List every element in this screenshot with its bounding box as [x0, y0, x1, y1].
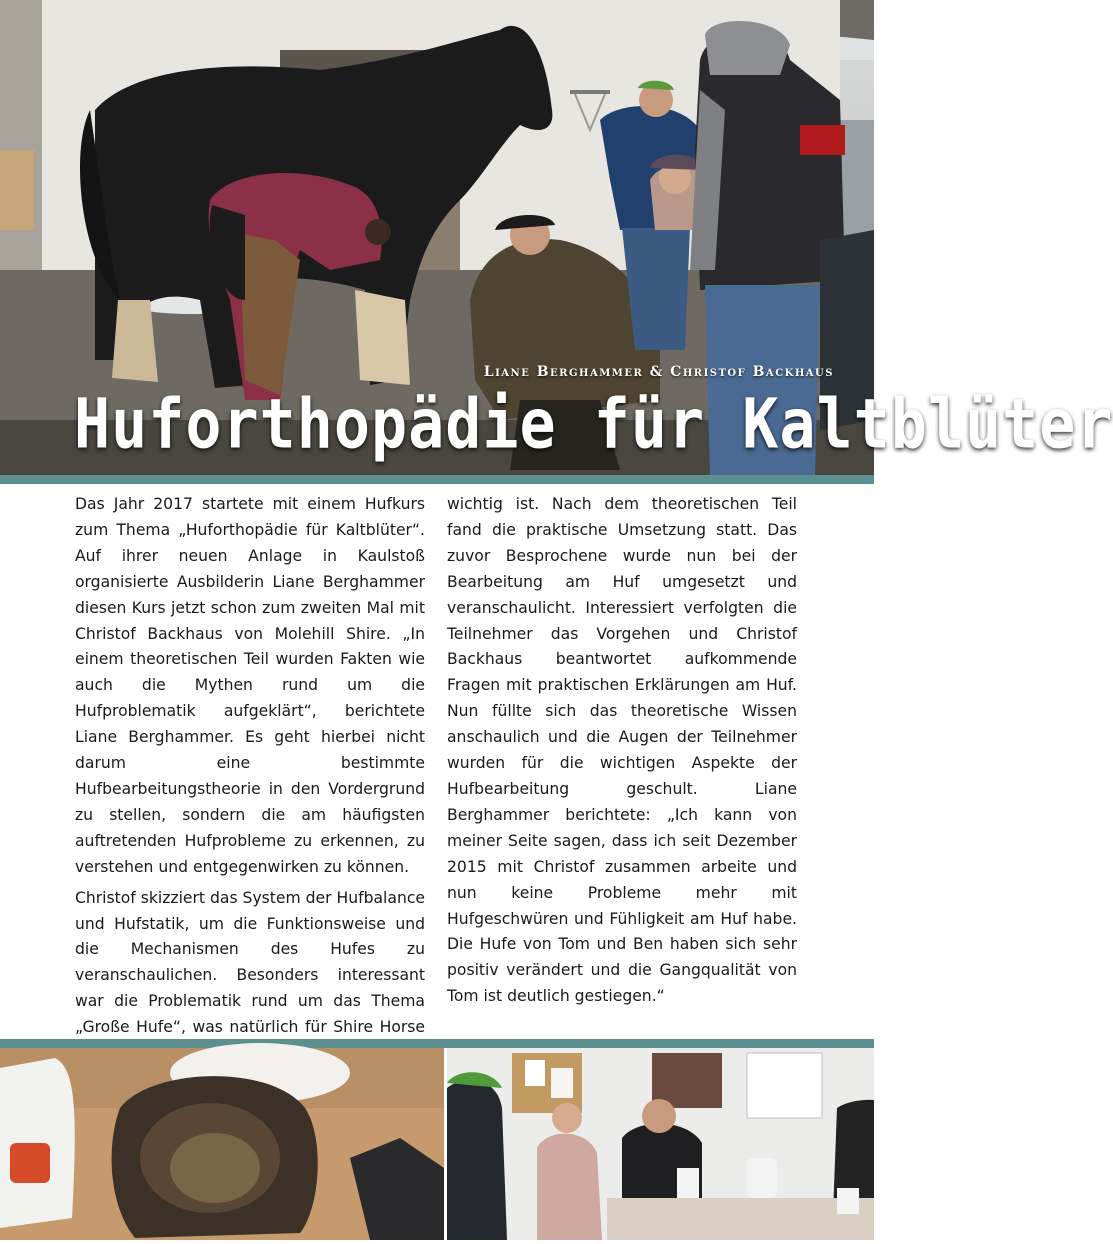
hero-photo: [0, 0, 1113, 475]
paragraph: wichtig ist. Nach dem theoretischen Teil fand die praktische Umsetzung statt. Das zuvor Besprochene wurde nun bei der Bearbeitung am Huf umgesetzt und veranschaulicht. Interessiert verfolgten die Teilnehmer das Vorgehen und Christof Backhaus beantwortet aufkommende Fragen mit praktischen Erklärungen am Huf. Nun füllte sich das theoretische Wissen anschaulich und die Augen der Teilnehmer wurden für die wichtigen Aspekte der Hufbearbeitung geschult. Liane Berghammer berichtete: „Ich kann von meiner Seite sagen, dass ich seit Dezember 2015 mit Christof zusammen arbeite und nun keine Probleme mehr mit Hufgeschwüren und Fühligkeit am Huf habe. Die Hufe von Tom und Ben haben sich sehr positiv verändert und die Gangqualität von Tom ist deutlich gestiegen.“: [447, 495, 797, 1006]
paragraph: Christof skizziert das System der Hufbalance und Hufstatik, um die Funktionsweise und die Mechanismen des Hufes zu veranschaulichen. Besonders interessant war die Problematik rund um das Thema „Große Hufe“, was natürlich für Shire Horse: [75, 888, 425, 1037]
seminar-illustration: [447, 1048, 874, 1240]
top-divider-band: [0, 475, 874, 484]
bottom-divider-band: [0, 1039, 874, 1048]
seminar-photo: [447, 1048, 874, 1240]
article-title: Huforthopädie für Kaltblüter: [74, 384, 1113, 465]
paragraph: Das Jahr 2017 startete mit einem Hufkurs zum Thema „Huforthopädie für Kaltblüter“. Auf ihrer neuen Anlage in Kaulstoß organisierte Ausbilderin Liane Berghammer diesen Kurs jetzt schon zum zweiten Mal mit Christof Backhaus von Molehill Shire. „In einem theoretischen Teil wurden Fakten wie auch die Mythen rund um die Hufproblematik aufgeklärt“, berichtete Liane Berghammer. Es geht hierbei nicht darum eine bestimmte Hufbearbeitungstheorie in den Vordergrund zu stellen, sondern die am häufigsten auftretenden Hufprobleme zu erkennen, zu verstehen und entgegenwirken zu können.: [75, 495, 425, 876]
text-column-left: [75, 492, 425, 1072]
hoof-photo: [0, 1048, 444, 1240]
text-column-right: [447, 492, 797, 1015]
byline: Liane Berghammer & Christof Backhaus: [483, 364, 834, 380]
hoof-illustration: [0, 1048, 444, 1240]
